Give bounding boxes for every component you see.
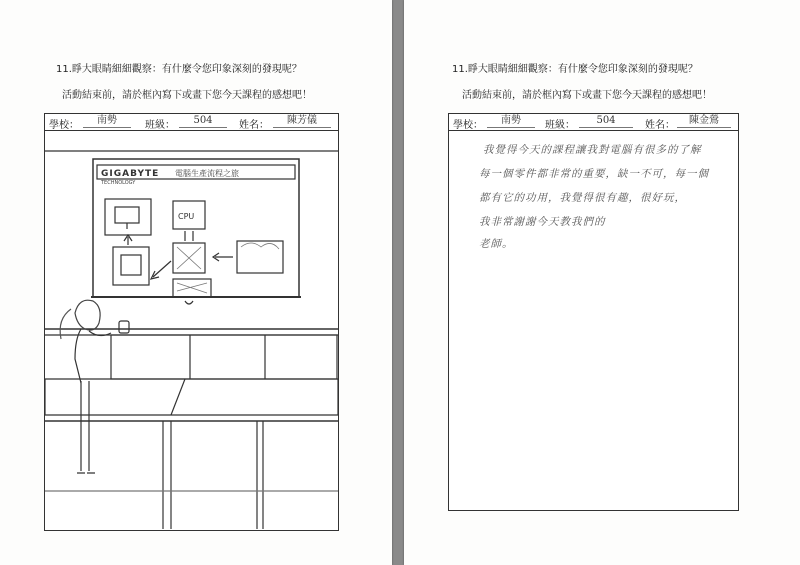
question-prompt: 11.睜大眼睛細細觀察：有什麼令您印象深刻的發現呢？: [452, 64, 698, 75]
worksheet-right-page: [404, 0, 800, 565]
question-prompt: 11.睜大眼睛細細觀察：有什麼令您印象深刻的發現呢？: [56, 64, 302, 75]
answer-frame: [448, 113, 739, 511]
class-value[interactable]: 504: [579, 115, 633, 128]
instruction-text: 活動結束前，請於框內寫下或畫下您今天課程的感想吧！: [62, 90, 312, 101]
student-info-row: [449, 114, 738, 131]
school-label: 學校：: [453, 120, 483, 131]
worksheet-left-page: [0, 0, 392, 565]
handwriting-line: 我覺得今天的課程讓我對電腦有很多的了解: [483, 144, 702, 156]
brand-sub-text: TECHNOLOGY: [101, 180, 136, 186]
school-label: 學校：: [49, 120, 79, 131]
name-label: 姓名：: [645, 120, 675, 131]
class-label: 班級：: [545, 120, 575, 131]
answer-frame: [44, 113, 339, 531]
handwriting-line: 我非常謝謝今天教我們的: [479, 216, 606, 228]
handwriting-line: 老師。: [479, 238, 514, 250]
name-value[interactable]: 陳芳儀: [273, 115, 331, 128]
brand-text: GIGABYTE: [101, 169, 160, 179]
handwriting-line: 每一個零件都非常的重要，缺一不可，每一個: [479, 168, 709, 180]
student-info-row: [45, 114, 338, 131]
class-value[interactable]: 504: [179, 115, 227, 128]
name-value[interactable]: 陳金鶯: [677, 115, 731, 128]
class-label: 班級：: [145, 120, 175, 131]
pencil-drawing: [45, 131, 338, 529]
handwriting-line: 都有它的功用，我覺得很有趣，很好玩，: [479, 192, 686, 204]
school-value[interactable]: 南勢: [83, 115, 131, 128]
name-label: 姓名：: [239, 120, 269, 131]
instruction-text: 活動結束前，請於框內寫下或畫下您今天課程的感想吧！: [462, 90, 712, 101]
school-value[interactable]: 南勢: [487, 115, 535, 128]
board-title: 電腦生產流程之旅: [175, 169, 239, 178]
cpu-label: CPU: [178, 212, 195, 221]
